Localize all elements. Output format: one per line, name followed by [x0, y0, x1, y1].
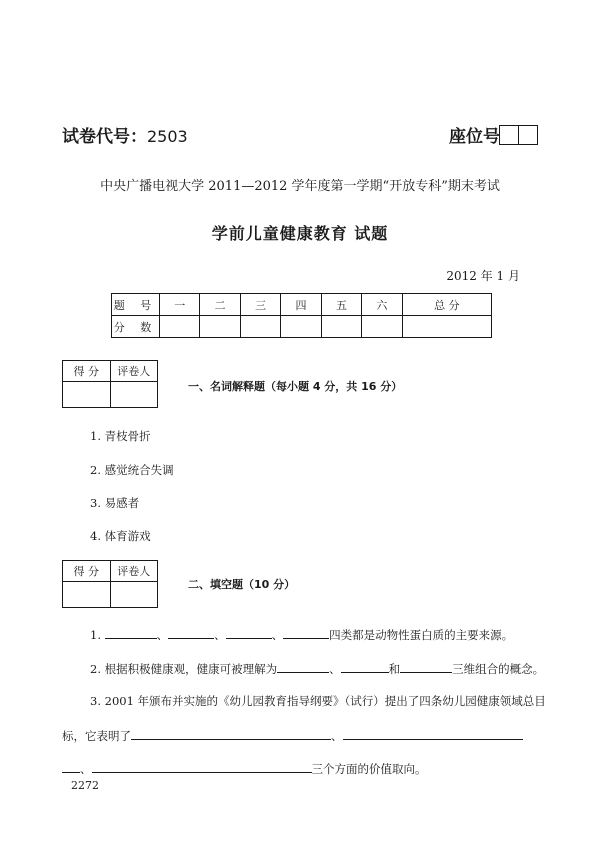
separator: 、	[331, 729, 343, 743]
score-row-label: 分 数	[112, 316, 160, 338]
separator: 、	[271, 628, 284, 642]
score-cell[interactable]	[402, 316, 491, 338]
section-1-item: 1. 青枝骨折	[90, 429, 151, 443]
score-table-header-row	[112, 294, 492, 316]
score-cell[interactable]	[281, 316, 321, 338]
grader-score-cell[interactable]	[63, 382, 111, 408]
grader-name-header: 评卷人	[110, 361, 158, 382]
grader-name-cell[interactable]	[110, 582, 158, 608]
score-cell[interactable]	[200, 316, 240, 338]
score-header-cell: 总 分	[402, 294, 491, 316]
score-header-cell: 题 号	[112, 294, 160, 316]
separator: 、	[156, 628, 169, 642]
grader-score-header: 得 分	[63, 561, 111, 582]
grader-score-header: 得 分	[63, 361, 111, 382]
grader-box-1	[62, 360, 158, 408]
separator: 、	[214, 628, 226, 642]
section-1-item: 4. 体育游戏	[90, 529, 151, 543]
seat-box-2[interactable]	[518, 125, 538, 145]
section-1-item: 2. 感觉统合失调	[90, 463, 174, 477]
answer-blank[interactable]	[341, 660, 389, 673]
page-number: 2272	[71, 779, 99, 792]
paper-code-label: 试卷代号：	[62, 127, 147, 147]
question-text: 四类都是动物性蛋白质的主要来源。	[329, 628, 514, 642]
answer-blank[interactable]	[168, 626, 214, 639]
score-header-cell: 六	[362, 294, 402, 316]
fill-question-3-line-2	[62, 727, 523, 744]
answer-blank[interactable]	[400, 660, 452, 673]
paper-code-value: 2503	[147, 127, 188, 146]
seat-label: 座位号	[449, 127, 500, 147]
section-1-title: 一、名词解释题（每小题 4 分，共 16 分）	[188, 380, 403, 393]
score-table-value-row	[112, 316, 492, 338]
answer-blank[interactable]	[92, 760, 312, 773]
exam-date: 2012 年 1 月	[446, 269, 520, 283]
section-1-item: 3. 易感者	[90, 496, 140, 510]
answer-blank[interactable]	[105, 626, 157, 639]
score-header-cell: 四	[281, 294, 321, 316]
score-cell[interactable]	[362, 316, 402, 338]
score-header-cell: 五	[321, 294, 361, 316]
subject-title: 学前儿童健康教育 试题	[211, 224, 389, 243]
grader-name-header: 评卷人	[110, 561, 158, 582]
score-cell[interactable]	[321, 316, 361, 338]
question-text: 标，它表明了	[62, 729, 131, 743]
score-cell[interactable]	[160, 316, 200, 338]
score-header-cell: 二	[200, 294, 240, 316]
answer-blank[interactable]	[283, 626, 329, 639]
fill-question-2	[90, 660, 544, 677]
conjunction: 和	[388, 662, 401, 676]
fill-question-3-line-3	[62, 760, 427, 777]
answer-blank[interactable]	[62, 760, 80, 773]
question-number: 1.	[90, 628, 101, 642]
seat-box-1[interactable]	[499, 125, 519, 145]
answer-blank[interactable]	[226, 626, 272, 639]
separator: 、	[80, 762, 92, 776]
grader-name-cell[interactable]	[110, 382, 158, 408]
question-text: 三个方面的价值取向。	[311, 762, 427, 776]
section-2-title: 二、填空题（10 分）	[188, 578, 296, 591]
fill-question-1	[90, 626, 513, 643]
answer-blank[interactable]	[131, 727, 331, 740]
question-text: 三维组合的概念。	[452, 662, 545, 676]
paper-code	[62, 122, 188, 147]
score-header-cell: 三	[240, 294, 280, 316]
score-table	[111, 293, 492, 338]
grader-score-cell[interactable]	[63, 582, 111, 608]
header	[62, 122, 538, 146]
fill-question-3: 3. 2001 年颁布并实施的《幼儿园教育指导纲要》（试行）提出了四条幼儿园健康领域总目	[90, 694, 546, 708]
score-cell[interactable]	[240, 316, 280, 338]
score-header-cell: 一	[160, 294, 200, 316]
separator: 、	[329, 662, 341, 676]
exam-title: 中央广播电视大学 2011—2012 学年度第一学期“开放专科”期末考试	[100, 179, 500, 194]
question-text: 2. 根据积极健康观，健康可被理解为	[90, 662, 278, 676]
grader-box-2	[62, 560, 158, 608]
answer-blank[interactable]	[277, 660, 329, 673]
answer-blank[interactable]	[343, 727, 523, 740]
seat-number	[449, 122, 538, 147]
